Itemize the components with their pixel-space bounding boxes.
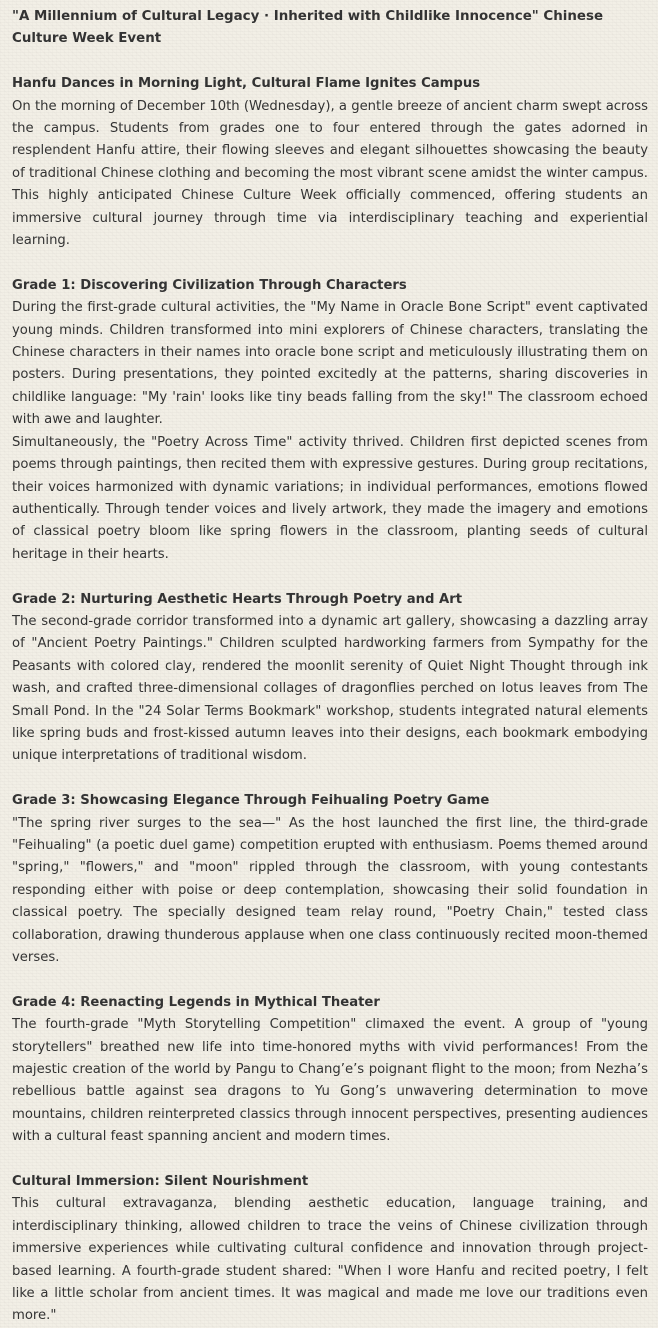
- section-paragraph: Simultaneously, the "Poetry Across Time" activity thrived. Children first depicted scenes from poems through paintings, then recited them with expressive gestures. During group recitations, their voices harmonized with dynamic variations; in individual performances, emotions flowed authentically. Through tender voices and lively artwork, they made the imagery and emotions of classical poetry bloom like spring flowers in the classroom, planting seeds of cultural heritage in their hearts.: [12, 434, 648, 562]
- section-cultural-immersion: [12, 1171, 648, 1328]
- section-grade-2: [12, 589, 648, 768]
- section-heading: Grade 2: Nurturing Aesthetic Hearts Through Poetry and Art: [12, 591, 463, 607]
- section-paragraph: This cultural extravaganza, blending aesthetic education, language training, and interdisciplinary thinking, allowed children to trace the veins of Chinese civilization through immersive experiences while cultivating cultural confidence and innovation through project-based learning. A fourth-grade student shared: "When I wore Hanfu and recited poetry, I felt like a little scholar from ancient times. It was magical and made me love our traditions even more.": [12, 1196, 648, 1324]
- section-paragraph: The second-grade corridor transformed into a dynamic art gallery, showcasing a dazzling array of "Ancient Poetry Paintings." Children sculpted hardworking farmers from Sympathy for the Peasants with colored clay, rendered the moonlit serenity of Quiet Night Thought through ink wash, and crafted three-dimensional collages of dragonflies perched on lotus leaves from The Small Pond. In the "24 Solar Terms Bookmark" workshop, students integrated natural elements like spring buds and frost-kissed autumn leaves into their designs, each bookmark embodying unique interpretations of traditional wisdom.: [12, 613, 648, 764]
- section-grade-3: [12, 790, 648, 969]
- section-paragraph: During the first-grade cultural activities, the "My Name in Oracle Bone Script" event captivated young minds. Children transformed into mini explorers of Chinese characters, translating the Chinese characters in their names into oracle bone script and meticulously illustrating them on posters. During presentations, they pointed excitedly at the patterns, sharing discoveries in childlike language: "My 'rain' looks like tiny beads falling from the sky!" The classroom echoed with awe and laughter.: [12, 300, 648, 428]
- section-paragraph: "The spring river surges to the sea—" As the host launched the first line, the third-grade "Feihualing" (a poetic duel game) competition erupted with enthusiasm. Poems themed around "spring," "flowers," and "moon" rippled through the classroom, with young contestants responding either with poise or deep contemplation, showcasing their solid foundation in classical poetry. The specially designed team relay round, "Poetry Chain," tested class collaboration, drawing thunderous applause when one class continuously recited moon-themed verses.: [12, 815, 648, 965]
- section-heading: Grade 1: Discovering Civilization Through Characters: [12, 277, 407, 293]
- section-opening: [12, 73, 648, 252]
- section-grade-4: [12, 992, 648, 1149]
- section-heading: Cultural Immersion: Silent Nourishment: [12, 1174, 309, 1190]
- section-paragraph: The fourth-grade "Myth Storytelling Competition" climaxed the event. A group of "young storytellers" breathed new life into time-honored myths with vivid performances! From the majestic creation of the world by Pangu to Chang’e’s poignant flight to the moon; from Nezha’s rebellious battle against sea dragons to Yu Gong’s unwavering determination to move mountains, children reinterpreted classics through innocent perspectives, presenting audiences with a cultural feast spanning ancient and modern times.: [12, 1017, 648, 1145]
- section-heading: Grade 4: Reenacting Legends in Mythical Theater: [12, 994, 380, 1010]
- section-grade-1: [12, 275, 648, 566]
- section-heading: Grade 3: Showcasing Elegance Through Feihualing Poetry Game: [12, 793, 490, 809]
- section-paragraph: On the morning of December 10th (Wednesday), a gentle breeze of ancient charm swept across the campus. Students from grades one to four entered through the gates adorned in resplendent Hanfu attire, their flowing sleeves and elegant silhouettes showcasing the beauty of traditional Chinese clothing and becoming the most vibrant scene amidst the winter campus. This highly anticipated Chinese Culture Week officially commenced, offering students an immersive cultural journey through time via interdisciplinary teaching and experiential learning.: [12, 98, 648, 249]
- section-heading: Hanfu Dances in Morning Light, Cultural Flame Ignites Campus: [12, 76, 481, 92]
- article-title: "A Millennium of Cultural Legacy · Inherited with Childlike Innocence" Chinese Culture Week Event: [12, 9, 604, 47]
